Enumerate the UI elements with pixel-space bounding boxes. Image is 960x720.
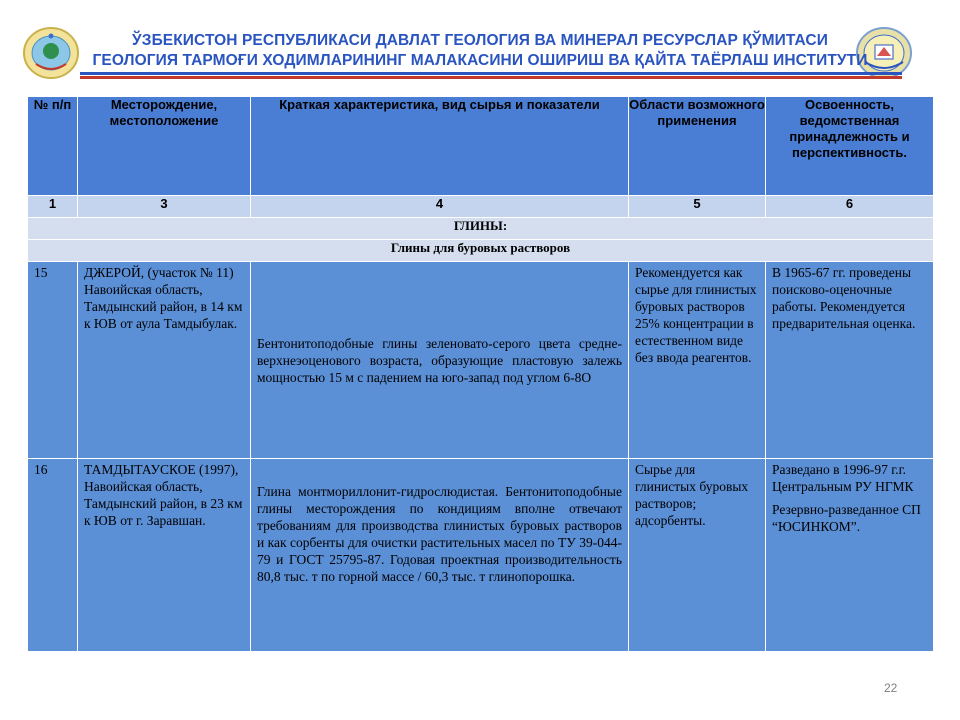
description-cell [251, 459, 629, 652]
column-number: 3 [78, 196, 251, 218]
column-number: 5 [629, 196, 766, 218]
application-cell [629, 459, 766, 652]
column-header: № п/п [28, 97, 78, 196]
status-text: В 1965-67 гг. проведены поисково-оценочные работы. Рекомендуется предварительная оценка. [772, 265, 916, 331]
status-cell [766, 262, 934, 459]
table-row [28, 459, 934, 652]
column-number: 4 [251, 196, 629, 218]
header-stripe-blue [80, 72, 902, 75]
row-number: 16 [34, 462, 48, 477]
subsection-row [28, 240, 934, 262]
column-header: Месторождение, местоположение [78, 97, 251, 196]
table-row [28, 262, 934, 459]
row-number-cell [28, 262, 78, 459]
application-text: Сырье для глинистых буровых растворов; адсорбенты. [635, 462, 749, 528]
description-text: Глина монтмориллонит-гидрослюдистая. Бентонитоподобные глины месторождения по кондициям вполне отвечают требованиям для производства глинистых буровых растворов и как сорбенты для очистки растительных масел по ТУ 39-044-79 и ГОСТ 25795-87. Годовая проектная производительность 80,8 тыс. т по горной массе / 60,3 тыс. т глинопорошка. [257, 484, 622, 584]
section-row [28, 218, 934, 240]
column-header: Области возможного применения [629, 97, 766, 196]
header-title-line1: ЎЗБЕКИСТОН РЕСПУБЛИКАСИ ДАВЛАТ ГЕОЛОГИЯ ВА МИНЕРАЛ РЕСУРСЛАР ҚЎМИТАСИ [132, 32, 828, 49]
section-title: ГЛИНЫ: [28, 218, 934, 240]
table-header-row [28, 97, 934, 196]
description-text: Бентонитоподобные глины зеленовато-серого цвета средне-верхнеэоценового возраста, образующие пластовую залежь мощностью 15 м с падением на юго-запад под углом 6-8О [257, 335, 622, 385]
deposits-table [27, 96, 934, 652]
slide-header [0, 0, 960, 85]
column-number: 1 [28, 196, 78, 218]
column-number-row [28, 196, 934, 218]
row-number: 15 [34, 265, 48, 280]
deposit-text: ДЖЕРОЙ, (участок № 11) Навоийская область, Тамдынский район, в 14 км к ЮВ от аула Тамдыбулак. [84, 265, 243, 331]
description-cell [251, 262, 629, 459]
application-text: Рекомендуется как сырье для глинистых буровых растворов 25% концентрации в естественном виде без ввода реагентов. [635, 265, 757, 365]
status-text: Резервно-разведанное СП “ЮСИНКОМ”. [772, 502, 921, 534]
header-stripe-red [80, 76, 902, 79]
column-number: 6 [766, 196, 934, 218]
page-number: 22 [884, 681, 898, 695]
deposit-cell [78, 262, 251, 459]
status-text: Разведано в 1996-97 г.г. Центральным РУ НГМК [772, 462, 914, 494]
header-title-line2: ГЕОЛОГИЯ ТАРМОҒИ ХОДИМЛАРИНИНГ МАЛАКАСИНИ ОШИРИШ ВА ҚАЙТА ТАЁРЛАШ ИНСТИТУТИ [92, 52, 868, 69]
column-header: Краткая характеристика, вид сырья и показатели [251, 97, 629, 196]
deposit-cell [78, 459, 251, 652]
application-cell [629, 262, 766, 459]
deposit-text: ТАМДЫТАУСКОЕ (1997), Навоийская область, Тамдынский район, в 23 км к ЮВ от г. Заравшан. [84, 462, 243, 528]
status-cell [766, 459, 934, 652]
subsection-title: Глины для буровых растворов [28, 240, 934, 262]
column-header: Освоенность, ведомственная принадлежность и перспективность. [766, 97, 934, 196]
row-number-cell [28, 459, 78, 652]
